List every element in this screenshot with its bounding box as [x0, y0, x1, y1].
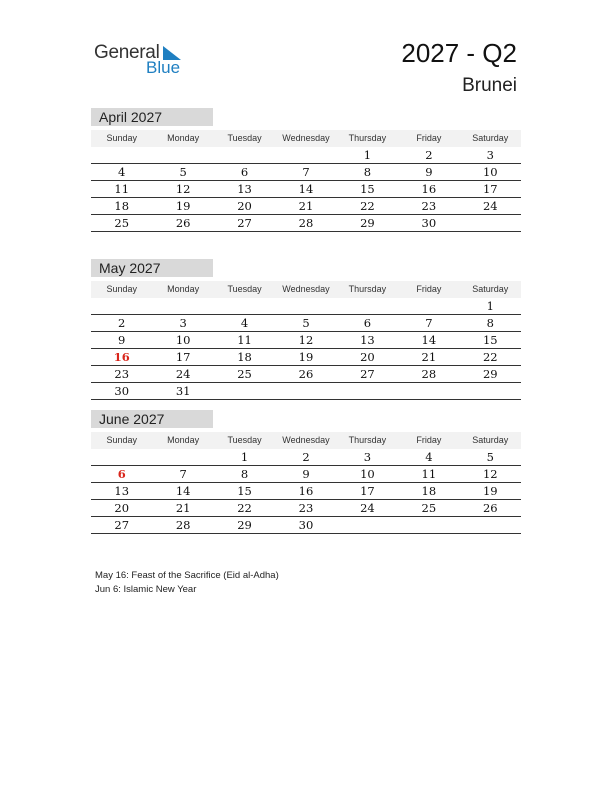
day-cell: 13: [114, 484, 130, 498]
day-cell: 30: [114, 384, 130, 398]
day-cell: 29: [237, 518, 252, 532]
week-row: [91, 449, 521, 466]
day-cell: 3: [363, 450, 372, 464]
month-june: [91, 410, 521, 534]
logo: [94, 42, 194, 78]
day-cell: 19: [175, 199, 191, 213]
week-row: [91, 298, 521, 315]
day-cell: 11: [114, 182, 130, 196]
weekday-label: Tuesday: [227, 133, 262, 143]
week-row: [91, 198, 521, 215]
day-cell: 15: [360, 182, 375, 196]
day-cell: 2: [425, 148, 433, 162]
weekday-label: Friday: [416, 435, 442, 445]
day-cell: [398, 517, 459, 534]
day-cell: 25: [114, 216, 130, 230]
day-cell: 10: [482, 165, 498, 179]
day-cell: 23: [421, 199, 437, 213]
month-may: [91, 259, 521, 400]
week-row: [91, 332, 521, 349]
day-cell: 14: [421, 333, 437, 347]
day-cell: 20: [237, 199, 252, 213]
day-cell: 17: [482, 182, 498, 196]
day-cell: [337, 298, 398, 315]
day-cell: 28: [298, 216, 314, 230]
holiday-note: Jun 6: Islamic New Year: [95, 583, 197, 595]
logo-text-general: General: [94, 42, 160, 63]
day-cell: 9: [302, 467, 310, 481]
week-row: [91, 500, 521, 517]
day-cell: [275, 147, 336, 164]
weekday-label: Wednesday: [282, 284, 330, 294]
day-cell: 22: [360, 199, 375, 213]
day-cell: [214, 383, 275, 400]
day-cell: 1: [240, 450, 249, 464]
weekday-label: Thursday: [348, 133, 387, 143]
day-cell: 21: [298, 199, 314, 213]
weekday-header-row: [91, 432, 521, 449]
day-cell: [214, 298, 275, 315]
day-cell: 1: [363, 148, 372, 162]
country-name: Brunei: [462, 75, 517, 96]
day-cell: [91, 147, 152, 164]
day-cell: 16: [421, 182, 437, 196]
day-cell: 18: [114, 199, 130, 213]
day-cell: 5: [179, 165, 187, 179]
day-cell: 20: [360, 350, 375, 364]
day-cell: 9: [118, 333, 126, 347]
weekday-header-row: [91, 281, 521, 298]
day-cell: 31: [175, 384, 191, 398]
day-cell: 15: [237, 484, 252, 498]
day-cell: 6: [240, 165, 249, 179]
day-cell: 26: [298, 367, 314, 381]
day-cell: 29: [482, 367, 498, 381]
holiday-day-cell: 6: [117, 467, 126, 481]
day-cell: 27: [114, 518, 130, 532]
day-cell: [152, 449, 213, 466]
weekday-label: Thursday: [348, 435, 387, 445]
weekday-label: Friday: [416, 133, 442, 143]
day-cell: [460, 215, 521, 232]
day-cell: [337, 517, 398, 534]
day-cell: 24: [360, 501, 375, 515]
weekday-label: Thursday: [348, 284, 387, 294]
day-cell: 19: [482, 484, 498, 498]
day-cell: 26: [175, 216, 191, 230]
weekday-label: Sunday: [106, 435, 137, 445]
day-cell: 16: [298, 484, 314, 498]
day-cell: 11: [237, 333, 252, 347]
day-cell: 25: [237, 367, 252, 381]
day-cell: [214, 147, 275, 164]
holiday-note: May 16: Feast of the Sacrifice (Eid al-Adha): [95, 570, 279, 581]
day-cell: 5: [486, 450, 494, 464]
weekday-label: Tuesday: [227, 435, 262, 445]
holiday-notes: [95, 569, 279, 596]
day-cell: 17: [175, 350, 191, 364]
week-row: [91, 164, 521, 181]
day-cell: 29: [360, 216, 375, 230]
day-cell: 7: [302, 165, 310, 179]
weekday-label: Sunday: [106, 284, 137, 294]
day-cell: 7: [179, 467, 187, 481]
day-cell: 8: [363, 165, 372, 179]
logo-text-blue: Blue: [146, 58, 181, 77]
day-cell: 3: [179, 316, 187, 330]
day-cell: 4: [425, 450, 433, 464]
day-cell: [460, 383, 521, 400]
week-row: [91, 483, 521, 500]
day-cell: 17: [360, 484, 375, 498]
weekday-label: Monday: [167, 284, 200, 294]
day-cell: 4: [118, 165, 126, 179]
weekday-label: Tuesday: [227, 284, 262, 294]
day-cell: 30: [298, 518, 314, 532]
day-cell: 24: [175, 367, 191, 381]
weekday-label: Wednesday: [282, 435, 330, 445]
day-cell: 13: [360, 333, 375, 347]
weekday-label: Saturday: [472, 284, 509, 294]
day-cell: 26: [482, 501, 498, 515]
month-title: May 2027: [91, 259, 213, 277]
weekday-header-row: [91, 130, 521, 147]
day-cell: 22: [237, 501, 252, 515]
day-cell: [398, 383, 459, 400]
day-cell: 8: [486, 316, 494, 330]
day-cell: 4: [240, 316, 249, 330]
week-row: [91, 366, 521, 383]
day-cell: 23: [298, 501, 314, 515]
day-cell: 6: [363, 316, 372, 330]
day-cell: 21: [421, 350, 437, 364]
week-row: [91, 315, 521, 332]
day-cell: 28: [175, 518, 191, 532]
day-cell: 10: [175, 333, 191, 347]
day-cell: [91, 298, 152, 315]
day-cell: 18: [421, 484, 437, 498]
holiday-day-cell: 16: [113, 350, 130, 364]
week-row: [91, 517, 521, 534]
day-cell: 18: [237, 350, 252, 364]
week-row: [91, 466, 521, 483]
weekday-label: Saturday: [472, 133, 509, 143]
day-cell: 12: [482, 467, 498, 481]
day-cell: [398, 298, 459, 315]
day-cell: 27: [237, 216, 252, 230]
day-cell: 5: [302, 316, 310, 330]
day-cell: 7: [425, 316, 433, 330]
weekday-label: Friday: [416, 284, 442, 294]
day-cell: 10: [360, 467, 375, 481]
day-cell: 25: [421, 501, 437, 515]
week-row: [91, 349, 521, 366]
weekday-label: Saturday: [472, 435, 509, 445]
weekday-label: Monday: [167, 435, 200, 445]
day-cell: 21: [175, 501, 191, 515]
day-cell: 19: [298, 350, 314, 364]
day-cell: [275, 298, 336, 315]
weekday-label: Wednesday: [282, 133, 330, 143]
day-cell: 28: [421, 367, 437, 381]
day-cell: 2: [302, 450, 310, 464]
day-cell: 22: [482, 350, 498, 364]
day-cell: 27: [360, 367, 375, 381]
day-cell: 14: [298, 182, 314, 196]
month-april: [91, 108, 521, 232]
day-cell: 13: [237, 182, 252, 196]
day-cell: [275, 383, 336, 400]
week-row: [91, 181, 521, 198]
month-title: April 2027: [91, 108, 213, 126]
day-cell: [460, 517, 521, 534]
page-title: 2027 - Q2: [401, 38, 517, 68]
day-cell: 12: [298, 333, 314, 347]
day-cell: 30: [421, 216, 437, 230]
day-cell: [152, 298, 213, 315]
week-row: [91, 215, 521, 232]
day-cell: 15: [482, 333, 498, 347]
weekday-label: Monday: [167, 133, 200, 143]
day-cell: [152, 147, 213, 164]
day-cell: 3: [486, 148, 494, 162]
day-cell: 20: [114, 501, 130, 515]
day-cell: [337, 383, 398, 400]
day-cell: 1: [486, 299, 494, 313]
day-cell: 2: [118, 316, 126, 330]
day-cell: 8: [240, 467, 249, 481]
day-cell: 24: [482, 199, 498, 213]
day-cell: [91, 449, 152, 466]
day-cell: 11: [421, 467, 437, 481]
month-title: June 2027: [91, 410, 213, 428]
day-cell: 14: [175, 484, 191, 498]
day-cell: 12: [175, 182, 191, 196]
weekday-label: Sunday: [106, 133, 137, 143]
day-cell: 9: [425, 165, 433, 179]
week-row: [91, 383, 521, 400]
day-cell: 23: [114, 367, 130, 381]
week-row: [91, 147, 521, 164]
